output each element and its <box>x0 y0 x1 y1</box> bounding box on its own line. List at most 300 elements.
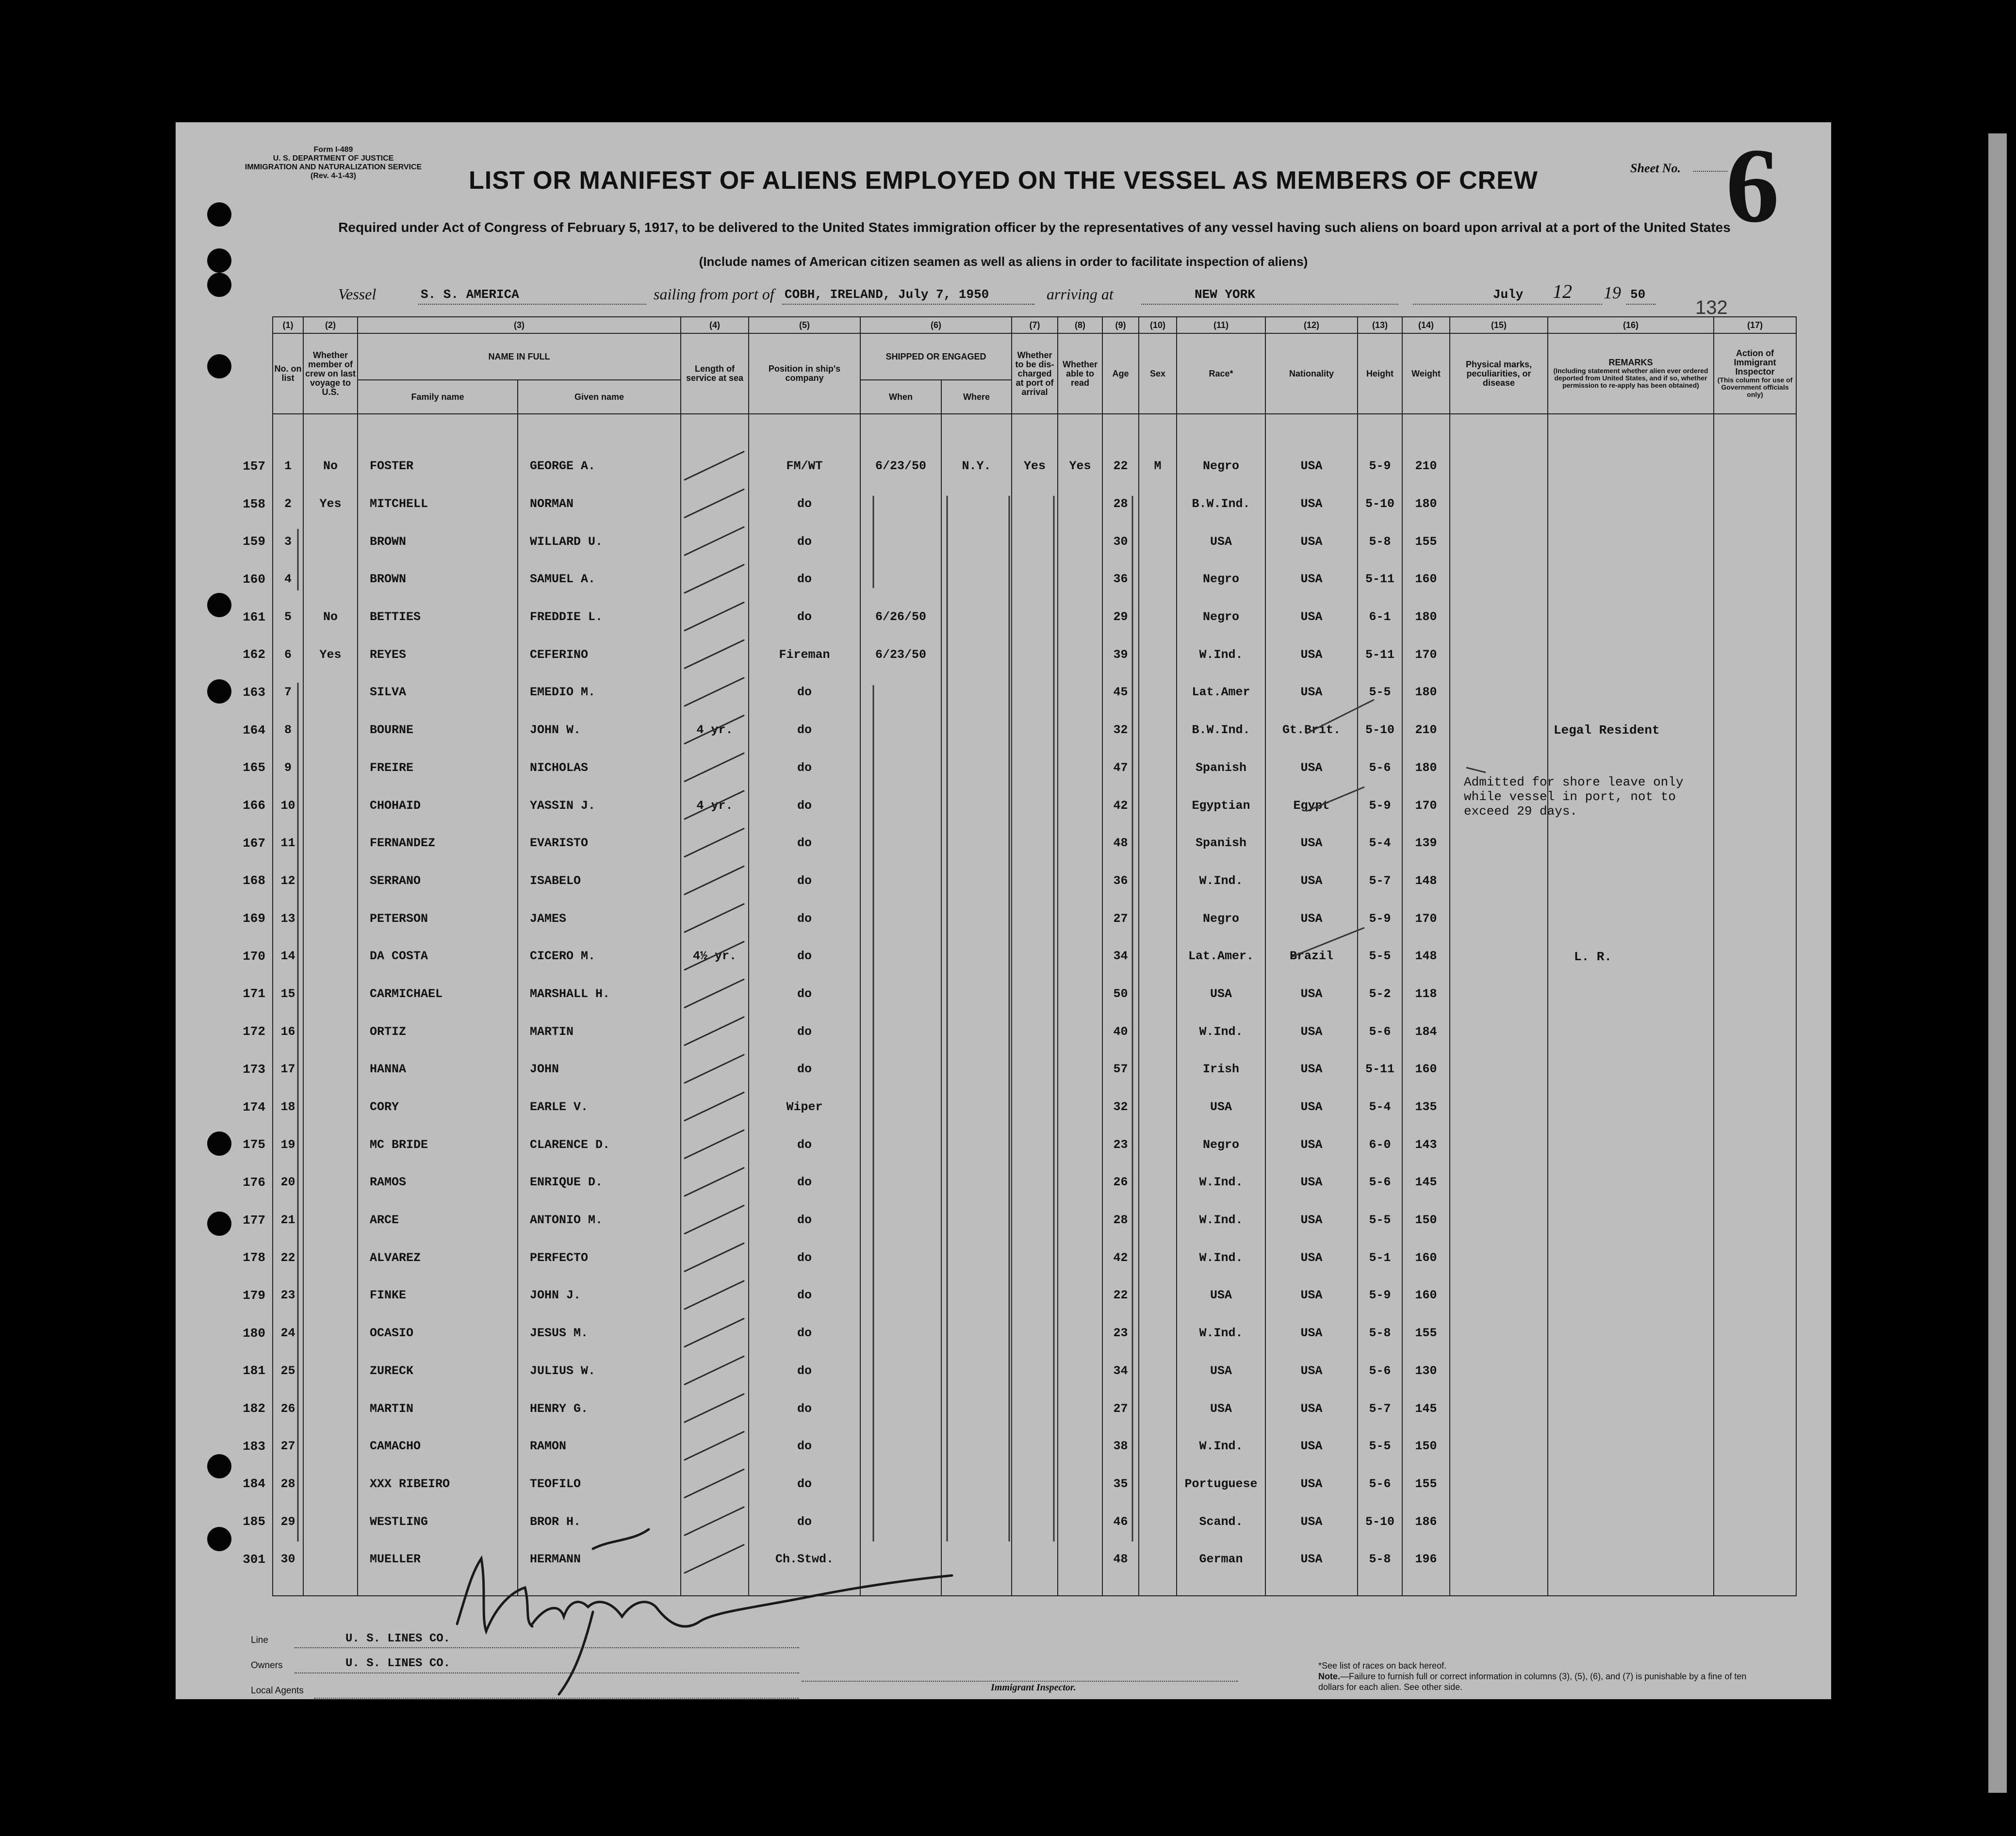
age: 22 <box>1102 1277 1139 1314</box>
weight: 148 <box>1402 937 1450 975</box>
footer-note <box>1318 1660 1755 1692</box>
col8-num: (8) <box>1058 317 1102 333</box>
nationality: USA <box>1265 523 1358 560</box>
service-stroke <box>685 565 744 593</box>
height: 5-6 <box>1358 1164 1402 1201</box>
race: Spanish <box>1177 749 1265 787</box>
given-name: GEORGE A. <box>518 447 681 485</box>
height: 5-11 <box>1358 560 1402 598</box>
height: 5-10 <box>1358 1503 1402 1541</box>
height: 5-9 <box>1358 900 1402 937</box>
col3-num: (3) <box>358 317 681 333</box>
nationality: USA <box>1265 560 1358 598</box>
race: W.Ind. <box>1177 1013 1265 1050</box>
given-name: YASSIN J. <box>518 787 681 824</box>
height: 5-11 <box>1358 1050 1402 1088</box>
service-stroke <box>685 1432 744 1460</box>
height: 5-10 <box>1358 485 1402 523</box>
race: Lat.Amer. <box>1177 937 1265 975</box>
col-race: Race* <box>1177 333 1265 414</box>
list-number: 1 <box>273 447 303 485</box>
race: Spanish <box>1177 824 1265 862</box>
service-stroke <box>685 1394 744 1422</box>
col-where: Where <box>941 380 1012 414</box>
line-number: 301 <box>243 1552 265 1567</box>
family-name: ALVAREZ <box>358 1239 518 1277</box>
age: 35 <box>1102 1465 1139 1503</box>
weight: 180 <box>1402 598 1450 636</box>
page-title: LIST OR MANIFEST OF ALIENS EMPLOYED ON THE VESSEL AS MEMBERS OF CREW <box>469 166 1538 195</box>
service-stroke <box>685 1281 744 1309</box>
position: do <box>749 1239 860 1277</box>
race: W.Ind. <box>1177 1239 1265 1277</box>
line-number: 175 <box>243 1137 265 1152</box>
line-number: 179 <box>243 1288 265 1303</box>
col15-num: (15) <box>1450 317 1548 333</box>
race: Negro <box>1177 447 1265 485</box>
position: do <box>749 862 860 900</box>
vessel-name: S. S. AMERICA <box>421 287 519 302</box>
given-name: PERFECTO <box>518 1239 681 1277</box>
age: 28 <box>1102 1201 1139 1239</box>
col-length-service: Length of service at sea <box>681 333 749 414</box>
position: do <box>749 1390 860 1427</box>
service-stroke <box>685 1093 744 1121</box>
weight: 170 <box>1402 636 1450 673</box>
given-name: NORMAN <box>518 485 681 523</box>
race: Irish <box>1177 1050 1265 1088</box>
race: Scand. <box>1177 1503 1265 1541</box>
service-stroke <box>685 791 744 819</box>
family-name: FINKE <box>358 1277 518 1314</box>
list-number: 28 <box>273 1465 303 1503</box>
position: do <box>749 1503 860 1541</box>
given-name: JULIUS W. <box>518 1352 681 1390</box>
col-last-voyage: Whether member of crew on last voyage to U.S. <box>303 333 358 414</box>
age: 27 <box>1102 1390 1139 1427</box>
family-name: CHOHAID <box>358 787 518 824</box>
family-name: CARMICHAEL <box>358 975 518 1013</box>
age: 48 <box>1102 824 1139 862</box>
nationality: USA <box>1265 636 1358 673</box>
given-name: MARSHALL H. <box>518 975 681 1013</box>
service-stroke <box>685 490 744 518</box>
height: 5-7 <box>1358 862 1402 900</box>
race: W.Ind. <box>1177 862 1265 900</box>
nationality: Egypt <box>1265 787 1358 824</box>
service-stroke <box>685 1206 744 1234</box>
line-number: 180 <box>243 1326 265 1341</box>
given-name: JOHN W. <box>518 711 681 749</box>
service-stroke <box>685 678 744 706</box>
race: W.Ind. <box>1177 1201 1265 1239</box>
col-nationality: Nationality <box>1265 333 1358 414</box>
race: USA <box>1177 1277 1265 1314</box>
remarks-title: REMARKS <box>1608 358 1653 367</box>
service-stroke <box>685 904 744 932</box>
service-length: 4 yr. <box>681 787 749 824</box>
family-name: PETERSON <box>358 900 518 937</box>
family-name: REYES <box>358 636 518 673</box>
list-number: 9 <box>273 749 303 787</box>
given-name: ISABELO <box>518 862 681 900</box>
position: do <box>749 1164 860 1201</box>
able-to-read: Yes <box>1058 447 1102 485</box>
line-number: 159 <box>243 534 265 549</box>
line-number: 162 <box>243 647 265 662</box>
age: 40 <box>1102 1013 1139 1050</box>
weight: 155 <box>1402 523 1450 560</box>
age: 38 <box>1102 1427 1139 1465</box>
given-name: MARTIN <box>518 1013 681 1050</box>
position: do <box>749 523 860 560</box>
weight: 180 <box>1402 673 1450 711</box>
service-stroke <box>685 527 744 555</box>
list-number: 21 <box>273 1201 303 1239</box>
line-number: 157 <box>243 459 265 474</box>
line-number: 171 <box>243 986 265 1001</box>
shipped-when: 6/23/50 <box>860 447 941 485</box>
position: Wiper <box>749 1088 860 1126</box>
last-voyage: No <box>303 598 358 636</box>
position: do <box>749 1314 860 1352</box>
age: 42 <box>1102 1239 1139 1277</box>
nationality: USA <box>1265 673 1358 711</box>
race: B.W.Ind. <box>1177 485 1265 523</box>
weight: 135 <box>1402 1088 1450 1126</box>
race: USA <box>1177 1088 1265 1126</box>
service: IMMIGRATION AND NATURALIZATION SERVICE <box>245 163 422 171</box>
family-name: BOURNE <box>358 711 518 749</box>
given-name: ENRIQUE D. <box>518 1164 681 1201</box>
weight: 184 <box>1402 1013 1450 1050</box>
nationality: USA <box>1265 447 1358 485</box>
check-stroke <box>1292 928 1364 957</box>
line-number: 184 <box>243 1476 265 1492</box>
list-number: 25 <box>273 1352 303 1390</box>
arrival-day: 12 <box>1553 280 1572 302</box>
col-able-to-read: Whether able to read <box>1058 333 1102 414</box>
position: FM/WT <box>749 447 860 485</box>
col-discharged: Whether to be dis-charged at port of arrival <box>1012 333 1058 414</box>
given-name: EARLE V. <box>518 1088 681 1126</box>
inspector-title: Action of Immigrant Inspector <box>1734 348 1776 377</box>
arriving-port: NEW YORK <box>1195 287 1255 302</box>
col4-num: (4) <box>681 317 749 333</box>
subnote: (Include names of American citizen seamen as well as aliens in order to facilitate inspection of aliens) <box>699 254 1308 269</box>
col6-num: (6) <box>860 317 1012 333</box>
list-number: 29 <box>273 1503 303 1541</box>
service-stroke <box>685 753 744 781</box>
col11-num: (11) <box>1177 317 1265 333</box>
last-voyage: No <box>303 447 358 485</box>
vessel-label: Vessel <box>338 285 377 303</box>
family-name: MUELLER <box>358 1541 518 1578</box>
nationality: USA <box>1265 1013 1358 1050</box>
position: do <box>749 1050 860 1088</box>
age: 34 <box>1102 937 1139 975</box>
sailing-label: sailing from port of <box>654 285 774 303</box>
service-stroke <box>685 942 744 970</box>
nationality: USA <box>1265 598 1358 636</box>
family-name: ORTIZ <box>358 1013 518 1050</box>
nationality: Brazil <box>1265 937 1358 975</box>
nationality: USA <box>1265 1239 1358 1277</box>
age: 23 <box>1102 1314 1139 1352</box>
col-age: Age <box>1102 333 1139 414</box>
family-name: MC BRIDE <box>358 1126 518 1164</box>
col-physical-marks: Physical marks, peculiarities, or disease <box>1450 333 1548 414</box>
line-number: 167 <box>243 836 265 851</box>
remark-line: Admitted for shore leave only <box>1464 775 1684 789</box>
position: do <box>749 711 860 749</box>
weight: 148 <box>1402 862 1450 900</box>
corner-number: 132 <box>1695 297 1728 318</box>
height: 5-6 <box>1358 1352 1402 1390</box>
service-stroke <box>685 1168 744 1196</box>
line-number: 166 <box>243 798 265 813</box>
given-name: JOHN <box>518 1050 681 1088</box>
height: 5-6 <box>1358 1013 1402 1050</box>
position: do <box>749 1427 860 1465</box>
check-stroke <box>1306 787 1364 811</box>
race: Lat.Amer <box>1177 673 1265 711</box>
given-name: EMEDIO M. <box>518 673 681 711</box>
family-name: FOSTER <box>358 447 518 485</box>
nationality: USA <box>1265 1201 1358 1239</box>
list-number: 30 <box>273 1541 303 1578</box>
nationality: USA <box>1265 1503 1358 1541</box>
height: 5-5 <box>1358 1427 1402 1465</box>
given-name: FREDDIE L. <box>518 598 681 636</box>
last-voyage: Yes <box>303 636 358 673</box>
family-name: BROWN <box>358 523 518 560</box>
race: B.W.Ind. <box>1177 711 1265 749</box>
position: do <box>749 1126 860 1164</box>
list-number: 27 <box>273 1427 303 1465</box>
weight: 150 <box>1402 1427 1450 1465</box>
revision: (Rev. 4-1-43) <box>311 172 356 180</box>
weight: 186 <box>1402 1503 1450 1541</box>
nationality: USA <box>1265 862 1358 900</box>
line-number: 170 <box>243 949 265 964</box>
col-no-on-list: No. on list <box>273 333 303 414</box>
line-label: Line <box>251 1635 268 1645</box>
family-name: BETTIES <box>358 598 518 636</box>
position: do <box>749 787 860 824</box>
given-name: BROR H. <box>518 1503 681 1541</box>
family-name: HANNA <box>358 1050 518 1088</box>
service-stroke <box>685 1356 744 1384</box>
position: do <box>749 1465 860 1503</box>
weight: 155 <box>1402 1465 1450 1503</box>
weight: 130 <box>1402 1352 1450 1390</box>
age: 57 <box>1102 1050 1139 1088</box>
family-name: XXX RIBEIRO <box>358 1465 518 1503</box>
col-position: Position in ship's company <box>749 333 860 414</box>
nationality: USA <box>1265 1427 1358 1465</box>
line-value: U. S. LINES CO. <box>345 1632 451 1645</box>
nationality: USA <box>1265 900 1358 937</box>
line-number: 161 <box>243 609 265 624</box>
nationality: USA <box>1265 485 1358 523</box>
service-stroke <box>685 640 744 668</box>
height: 5-9 <box>1358 787 1402 824</box>
height: 5-1 <box>1358 1239 1402 1277</box>
age: 30 <box>1102 523 1139 560</box>
signature <box>457 1529 952 1694</box>
age: 26 <box>1102 1164 1139 1201</box>
race: W.Ind. <box>1177 636 1265 673</box>
col16-num: (16) <box>1548 317 1714 333</box>
col17-num: (17) <box>1714 317 1796 333</box>
list-number: 11 <box>273 824 303 862</box>
handwritten-marks <box>176 122 1831 1699</box>
age: 29 <box>1102 598 1139 636</box>
age: 46 <box>1102 1503 1139 1541</box>
list-number: 3 <box>273 523 303 560</box>
list-number: 19 <box>273 1126 303 1164</box>
sheet-number: 6 <box>1726 126 1779 245</box>
line-number: 176 <box>243 1175 265 1190</box>
position: do <box>749 824 860 862</box>
line-number: 164 <box>243 722 265 738</box>
height: 5-8 <box>1358 1541 1402 1578</box>
shipped-when: 6/26/50 <box>860 598 941 636</box>
age: 36 <box>1102 862 1139 900</box>
col-height: Height <box>1358 333 1402 414</box>
given-name: HERMANN <box>518 1541 681 1578</box>
list-number: 26 <box>273 1390 303 1427</box>
race: Negro <box>1177 560 1265 598</box>
position: do <box>749 560 860 598</box>
line-number: 177 <box>243 1213 265 1228</box>
race: Negro <box>1177 1126 1265 1164</box>
family-name: ZURECK <box>358 1352 518 1390</box>
remark-line: while vessel in port, not to <box>1464 789 1676 804</box>
age: 28 <box>1102 485 1139 523</box>
race: USA <box>1177 1352 1265 1390</box>
manifest-sheet <box>176 122 1831 1699</box>
position: do <box>749 485 860 523</box>
col13-num: (13) <box>1358 317 1402 333</box>
given-name: CICERO M. <box>518 937 681 975</box>
service-stroke <box>685 979 744 1007</box>
family-name: CORY <box>358 1088 518 1126</box>
film-edge-strip <box>1988 133 2007 1793</box>
note-text: —Failure to furnish full or correct information in columns (3), (5), (6), and (7) is punishable by a fine of ten dollars for each alien. See other side. <box>1318 1672 1747 1692</box>
subtitle: Required under Act of Congress of February 5, 1917, to be delivered to the United States immigration officer by the representatives of any vessel having such aliens on board upon arrival at a port of the United States <box>338 220 1731 235</box>
arriving-label: arriving at <box>1047 285 1114 303</box>
remark-lr: L. R. <box>1574 950 1612 964</box>
owners-label: Owners <box>251 1660 283 1671</box>
list-number: 22 <box>273 1239 303 1277</box>
weight: 145 <box>1402 1390 1450 1427</box>
family-name: MITCHELL <box>358 485 518 523</box>
given-name: JESUS M. <box>518 1314 681 1352</box>
service-stroke <box>685 716 744 744</box>
position: Ch.Stwd. <box>749 1541 860 1578</box>
position: do <box>749 975 860 1013</box>
line-number: 181 <box>243 1363 265 1378</box>
race: Negro <box>1177 598 1265 636</box>
list-number: 20 <box>273 1164 303 1201</box>
service-stroke <box>685 1545 744 1573</box>
service-stroke <box>685 1055 744 1083</box>
position: Fireman <box>749 636 860 673</box>
list-number: 18 <box>273 1088 303 1126</box>
line-number: 163 <box>243 685 265 700</box>
age: 22 <box>1102 447 1139 485</box>
list-number: 14 <box>273 937 303 975</box>
list-number: 17 <box>273 1050 303 1088</box>
position: do <box>749 1013 860 1050</box>
line-number: 185 <box>243 1514 265 1529</box>
age: 47 <box>1102 749 1139 787</box>
col7-num: (7) <box>1012 317 1058 333</box>
race: USA <box>1177 523 1265 560</box>
check-stroke <box>1466 768 1486 772</box>
col-given-name: Given name <box>518 380 681 414</box>
line-number: 158 <box>243 496 265 511</box>
height: 6-1 <box>1358 598 1402 636</box>
races-note: *See list of races on back hereof. <box>1318 1661 1447 1671</box>
service-stroke <box>685 1243 744 1271</box>
family-name: DA COSTA <box>358 937 518 975</box>
sailing-port: COBH, IRELAND, July 7, 1950 <box>785 287 989 302</box>
service-stroke <box>685 866 744 894</box>
height: 5-7 <box>1358 1390 1402 1427</box>
shipped-when: 6/23/50 <box>860 636 941 673</box>
weight: 150 <box>1402 1201 1450 1239</box>
col-when: When <box>860 380 941 414</box>
height: 6-0 <box>1358 1126 1402 1164</box>
nationality: USA <box>1265 1126 1358 1164</box>
weight: 170 <box>1402 787 1450 824</box>
height: 5-8 <box>1358 523 1402 560</box>
list-number: 7 <box>273 673 303 711</box>
given-name: ANTONIO M. <box>518 1201 681 1239</box>
weight: 210 <box>1402 711 1450 749</box>
weight: 160 <box>1402 1239 1450 1277</box>
list-number: 24 <box>273 1314 303 1352</box>
col1-num: (1) <box>273 317 303 333</box>
arrival-year-suffix: 50 <box>1630 287 1646 302</box>
line-number: 169 <box>243 911 265 926</box>
height: 5-4 <box>1358 1088 1402 1126</box>
list-number: 10 <box>273 787 303 824</box>
sex: M <box>1139 447 1177 485</box>
given-name: SAMUEL A. <box>518 560 681 598</box>
position: do <box>749 900 860 937</box>
given-name: RAMON <box>518 1427 681 1465</box>
note-label: Note. <box>1318 1672 1340 1681</box>
nationality: USA <box>1265 1050 1358 1088</box>
age: 42 <box>1102 787 1139 824</box>
service-stroke <box>685 603 744 631</box>
race: Portuguese <box>1177 1465 1265 1503</box>
height: 5-9 <box>1358 447 1402 485</box>
given-name: EVARISTO <box>518 824 681 862</box>
col-shipped-engaged: SHIPPED OR ENGAGED <box>860 333 1012 380</box>
nationality: USA <box>1265 1390 1358 1427</box>
race: Egyptian <box>1177 787 1265 824</box>
family-name: SERRANO <box>358 862 518 900</box>
line-number: 174 <box>243 1099 265 1115</box>
nationality: USA <box>1265 1088 1358 1126</box>
race: W.Ind. <box>1177 1427 1265 1465</box>
weight: 180 <box>1402 749 1450 787</box>
